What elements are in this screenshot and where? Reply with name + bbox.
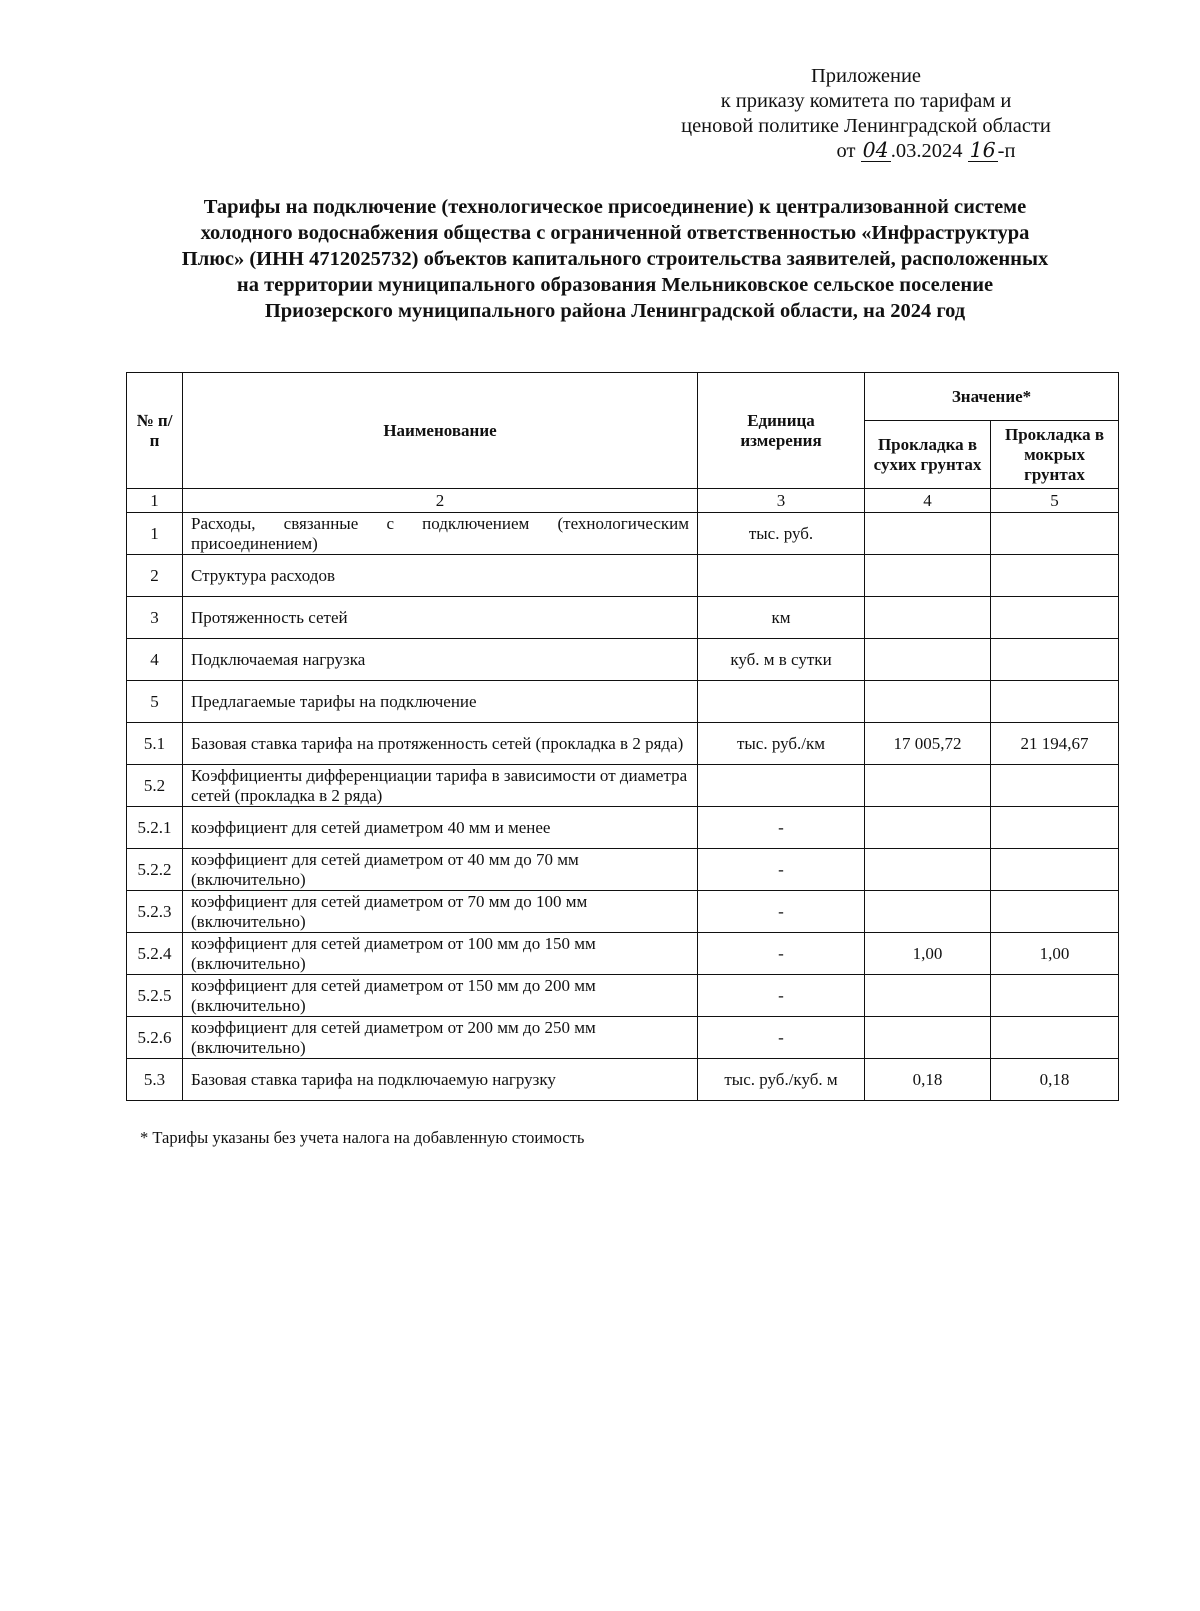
row-num: 1	[127, 513, 183, 555]
row-num: 5	[127, 681, 183, 723]
row-wet-value	[991, 555, 1119, 597]
table-row	[127, 891, 1119, 933]
table-row	[127, 639, 1119, 681]
row-num: 5.2.3	[127, 891, 183, 933]
table-row	[127, 513, 1119, 555]
appendix-title: Приложение	[810, 65, 922, 87]
row-name: Протяженность сетей	[183, 597, 698, 639]
row-num: 4	[127, 639, 183, 681]
row-name: коэффициент для сетей диаметром от 200 мм до 250 мм (включительно)	[183, 1017, 698, 1059]
row-unit: тыс. руб./куб. м	[698, 1059, 865, 1101]
tariffs-table	[126, 372, 1119, 1101]
col-number: 1	[127, 489, 183, 513]
row-wet-value: 1,00	[991, 933, 1119, 975]
header-dry-soil: Прокладка в сухих грунтах	[865, 421, 991, 489]
header-name: Наименование	[183, 373, 698, 489]
column-number-row	[127, 489, 1119, 513]
row-num: 5.2.1	[127, 807, 183, 849]
col-number: 3	[698, 489, 865, 513]
title-line-1: Тарифы на подключение (технологическое присоединение) к централизованной системе	[203, 196, 1027, 218]
col-number: 5	[991, 489, 1119, 513]
row-wet-value: 0,18	[991, 1059, 1119, 1101]
row-num: 5.2.6	[127, 1017, 183, 1059]
row-dry-value	[865, 639, 991, 681]
row-wet-value	[991, 1017, 1119, 1059]
footnote: * Тарифы указаны без учета налога на добавленную стоимость	[140, 1128, 585, 1147]
row-name: Структура расходов	[183, 555, 698, 597]
row-num: 5.3	[127, 1059, 183, 1101]
row-wet-value	[991, 975, 1119, 1017]
row-name: коэффициент для сетей диаметром 40 мм и менее	[183, 807, 698, 849]
row-dry-value	[865, 975, 991, 1017]
table-row	[127, 933, 1119, 975]
row-num: 2	[127, 555, 183, 597]
row-unit	[698, 555, 865, 597]
appendix-date	[837, 139, 1016, 164]
title-line-5: Приозерского муниципального района Ленинградской области, на 2024 год	[264, 300, 966, 322]
date-prefix: от	[836, 140, 856, 162]
row-wet-value	[991, 681, 1119, 723]
order-number-handwritten: 16	[969, 138, 996, 162]
table-row	[127, 807, 1119, 849]
row-dry-value: 1,00	[865, 933, 991, 975]
row-dry-value	[865, 807, 991, 849]
document-title	[100, 194, 1130, 324]
row-dry-value: 17 005,72	[865, 723, 991, 765]
row-name: коэффициент для сетей диаметром от 150 мм до 200 мм (включительно)	[183, 975, 698, 1017]
row-dry-value	[865, 555, 991, 597]
header-value: Значение*	[865, 373, 1119, 421]
row-dry-value	[865, 849, 991, 891]
row-name: Предлагаемые тарифы на подключение	[183, 681, 698, 723]
row-unit: -	[698, 933, 865, 975]
row-num: 5.2.2	[127, 849, 183, 891]
row-wet-value	[991, 639, 1119, 681]
row-wet-value: 21 194,67	[991, 723, 1119, 765]
row-num: 5.2	[127, 765, 183, 807]
table-row	[127, 849, 1119, 891]
row-num: 3	[127, 597, 183, 639]
row-unit: -	[698, 891, 865, 933]
row-wet-value	[991, 513, 1119, 555]
row-dry-value: 0,18	[865, 1059, 991, 1101]
row-name: коэффициент для сетей диаметром от 40 мм до 70 мм (включительно)	[183, 849, 698, 891]
row-dry-value	[865, 681, 991, 723]
header-num: № п/п	[127, 373, 183, 489]
row-wet-value	[991, 765, 1119, 807]
col-number: 4	[865, 489, 991, 513]
row-name: Базовая ставка тарифа на протяженность сетей (прокладка в 2 ряда)	[183, 723, 698, 765]
row-wet-value	[991, 807, 1119, 849]
table-row	[127, 723, 1119, 765]
table-row	[127, 765, 1119, 807]
date-day-handwritten: 04	[862, 138, 889, 162]
header-wet-soil: Прокладка в мокрых грунтах	[991, 421, 1119, 489]
header-unit: Единица измерения	[698, 373, 865, 489]
row-dry-value	[865, 1017, 991, 1059]
row-dry-value	[865, 765, 991, 807]
row-dry-value	[865, 891, 991, 933]
row-unit: -	[698, 1017, 865, 1059]
row-unit: -	[698, 849, 865, 891]
row-wet-value	[991, 891, 1119, 933]
row-unit: тыс. руб.	[698, 513, 865, 555]
row-dry-value	[865, 597, 991, 639]
row-name: Коэффициенты дифференциации тарифа в зависимости от диаметра сетей (прокладка в 2 ряда)	[183, 765, 698, 807]
row-num: 5.2.4	[127, 933, 183, 975]
title-line-4: на территории муниципального образования Мельниковское сельское поселение	[236, 274, 994, 296]
row-unit: куб. м в сутки	[698, 639, 865, 681]
table-row	[127, 1059, 1119, 1101]
appendix-committee: ценовой политике Ленинградской области	[681, 115, 1051, 137]
table-row	[127, 681, 1119, 723]
row-num: 5.1	[127, 723, 183, 765]
row-dry-value	[865, 513, 991, 555]
table-row	[127, 1017, 1119, 1059]
title-line-3: Плюс» (ИНН 4712025732) объектов капитального строительства заявителей, расположенных	[181, 248, 1049, 270]
row-unit: -	[698, 807, 865, 849]
appendix-order-ref: к приказу комитета по тарифам и	[720, 90, 1012, 112]
row-name: Расходы, связанные с подключением (технологическим присоединением)	[183, 513, 698, 555]
row-unit	[698, 765, 865, 807]
row-name: коэффициент для сетей диаметром от 100 мм до 150 мм (включительно)	[183, 933, 698, 975]
row-wet-value	[991, 597, 1119, 639]
row-name: коэффициент для сетей диаметром от 70 мм до 100 мм (включительно)	[183, 891, 698, 933]
row-unit: тыс. руб./км	[698, 723, 865, 765]
table-row	[127, 555, 1119, 597]
row-name: Подключаемая нагрузка	[183, 639, 698, 681]
row-wet-value	[991, 849, 1119, 891]
row-name: Базовая ставка тарифа на подключаемую нагрузку	[183, 1059, 698, 1101]
row-unit: км	[698, 597, 865, 639]
appendix-block	[636, 64, 1096, 164]
col-number: 2	[183, 489, 698, 513]
row-unit: -	[698, 975, 865, 1017]
row-unit	[698, 681, 865, 723]
order-suffix: -п	[997, 140, 1016, 162]
table-row	[127, 975, 1119, 1017]
date-rest: .03.2024	[890, 140, 963, 162]
title-line-2: холодного водоснабжения общества с ограниченной ответственностью «Инфраструктура	[200, 222, 1030, 244]
row-num: 5.2.5	[127, 975, 183, 1017]
table-row	[127, 597, 1119, 639]
